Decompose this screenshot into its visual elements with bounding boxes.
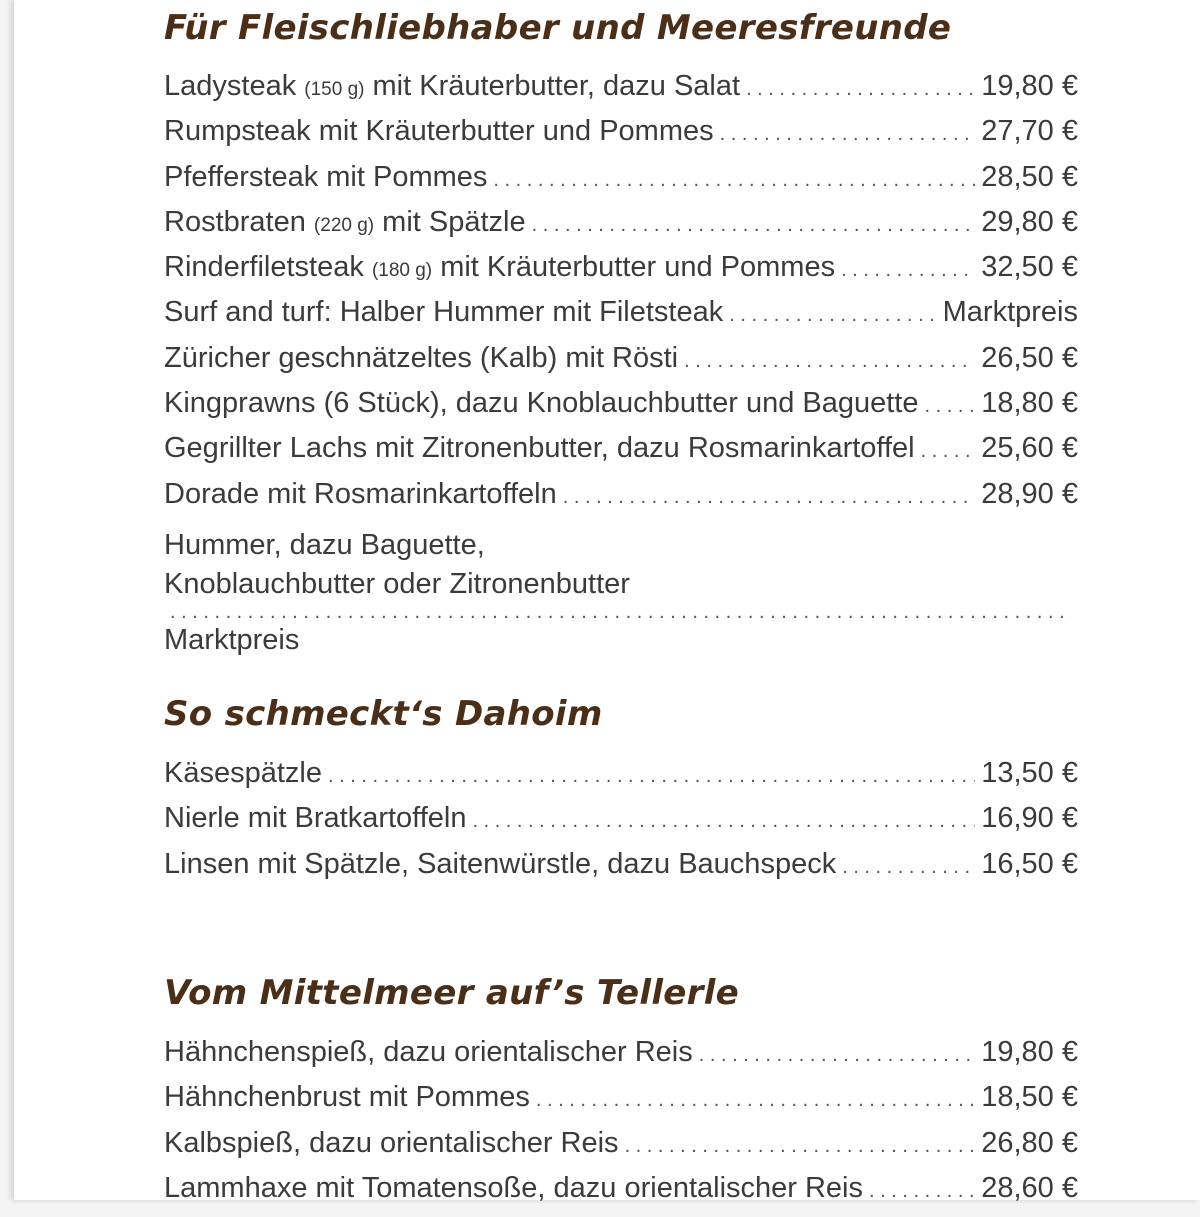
- menu-item: Züricher geschnätzeltes (Kalb) mit Rösti . . . 26,50 €: [164, 342, 1078, 387]
- dot-leader: [699, 1044, 976, 1067]
- dot-leader: [841, 259, 975, 282]
- item-price: 19,80 €: [981, 70, 1078, 102]
- dot-leader: [684, 350, 975, 373]
- dot-leader: [563, 486, 976, 509]
- dot-leader: [729, 304, 936, 327]
- item-price: 26,80 €: [981, 1126, 1078, 1159]
- item-price: 16,50 €: [981, 847, 1078, 880]
- item-price: 28,90 €: [981, 477, 1078, 510]
- menu-item-two-line: Hummer, dazu Baguette, Knoblauchbutter oder Zitronenbutter . . . Marktpreis: [164, 523, 1078, 657]
- menu-item: Lammhaxe mit Tomatensoße, dazu orientalischer Reis . . . 28,60 €: [164, 1172, 1078, 1217]
- item-price: 29,80 €: [981, 205, 1078, 238]
- menu-item: Ladysteak (150 g) mit Kräuterbutter, dazu Salat . . . 19,80 €: [164, 70, 1078, 115]
- menu-item: Kingprawns (6 Stück), dazu Knoblauchbutter und Baguette . . . 18,80 €: [164, 387, 1078, 432]
- item-price: 16,90 €: [981, 802, 1078, 835]
- dot-leader: [746, 78, 975, 101]
- menu-item: Dorade mit Rosmarinkartoffeln . . . 28,90 €: [164, 478, 1078, 523]
- dot-leader: [869, 1180, 975, 1203]
- menu-list-mittelmeer: [164, 1036, 1078, 1217]
- dot-leader: [328, 765, 975, 788]
- section-title-dahoim: So schmeckt‘s Dahoim: [164, 694, 603, 734]
- item-weight-note: (180 g): [371, 260, 433, 282]
- menu-list-fleisch: [164, 70, 1078, 657]
- item-price: 19,80 €: [981, 1036, 1078, 1068]
- dot-leader: [532, 214, 976, 237]
- menu-item: Hähnchenbrust mit Pommes . . . 18,50 €: [164, 1081, 1078, 1126]
- menu-item: Pfeffersteak mit Pommes . . . 28,50 €: [164, 161, 1078, 206]
- item-price: Marktpreis: [942, 296, 1078, 329]
- menu-item: Gegrillter Lachs mit Zitronenbutter, dazu Rosmarinkartoffel . . . 25,60 €: [164, 432, 1078, 477]
- menu-item: Rinderfiletsteak (180 g) mit Kräuterbutter und Pommes . . . 32,50 €: [164, 251, 1078, 296]
- dot-leader: [625, 1135, 976, 1158]
- menu-item: Nierle mit Bratkartoffeln . . . 16,90 €: [164, 802, 1078, 847]
- dot-leader: [924, 395, 975, 418]
- menu-page: [14, 0, 1200, 1204]
- item-price: 26,50 €: [981, 341, 1078, 374]
- dot-leader: [720, 123, 976, 146]
- item-price: 13,50 €: [981, 757, 1078, 789]
- item-weight-note: (150 g): [304, 79, 365, 100]
- dot-leader: [921, 440, 976, 463]
- menu-item: Rostbraten (220 g) mit Spätzle . . . 29,80 €: [164, 206, 1078, 251]
- section-title-mittelmeer: Vom Mittelmeer auf’s Tellerle: [164, 973, 740, 1013]
- item-price: Marktpreis: [164, 624, 300, 657]
- item-price: 18,50 €: [981, 1081, 1078, 1114]
- dot-leader: [842, 856, 975, 879]
- menu-item: Linsen mit Spätzle, Saitenwürstle, dazu Bauchspeck . . . 16,50 €: [164, 848, 1078, 893]
- dot-leader: [472, 810, 975, 833]
- menu-item: Käsespätzle . . . 13,50 €: [164, 757, 1078, 802]
- dot-leader: [493, 169, 975, 192]
- section-title-fleisch: Für Fleischliebhaber und Meeresfreunde: [164, 8, 952, 48]
- item-price: 28,60 €: [981, 1171, 1078, 1204]
- dot-leader: [536, 1089, 975, 1112]
- item-price: 18,80 €: [981, 387, 1078, 420]
- item-price: 25,60 €: [981, 432, 1078, 465]
- menu-item: Rumpsteak mit Kräuterbutter und Pommes . . . 27,70 €: [164, 115, 1078, 160]
- menu-item: Surf and turf: Halber Hummer mit Filetsteak . . . Marktpreis: [164, 296, 1078, 341]
- item-price: 27,70 €: [981, 115, 1078, 148]
- item-weight-note: (220 g): [313, 214, 375, 236]
- menu-item: Kalbspieß, dazu orientalischer Reis . . . 26,80 €: [164, 1127, 1078, 1172]
- menu-item: Hähnchenspieß, dazu orientalischer Reis . . . 19,80 €: [164, 1036, 1078, 1081]
- menu-list-dahoim: [164, 757, 1078, 893]
- item-price: 32,50 €: [981, 251, 1078, 284]
- dot-leader: [170, 601, 1072, 624]
- item-price: 28,50 €: [981, 160, 1078, 193]
